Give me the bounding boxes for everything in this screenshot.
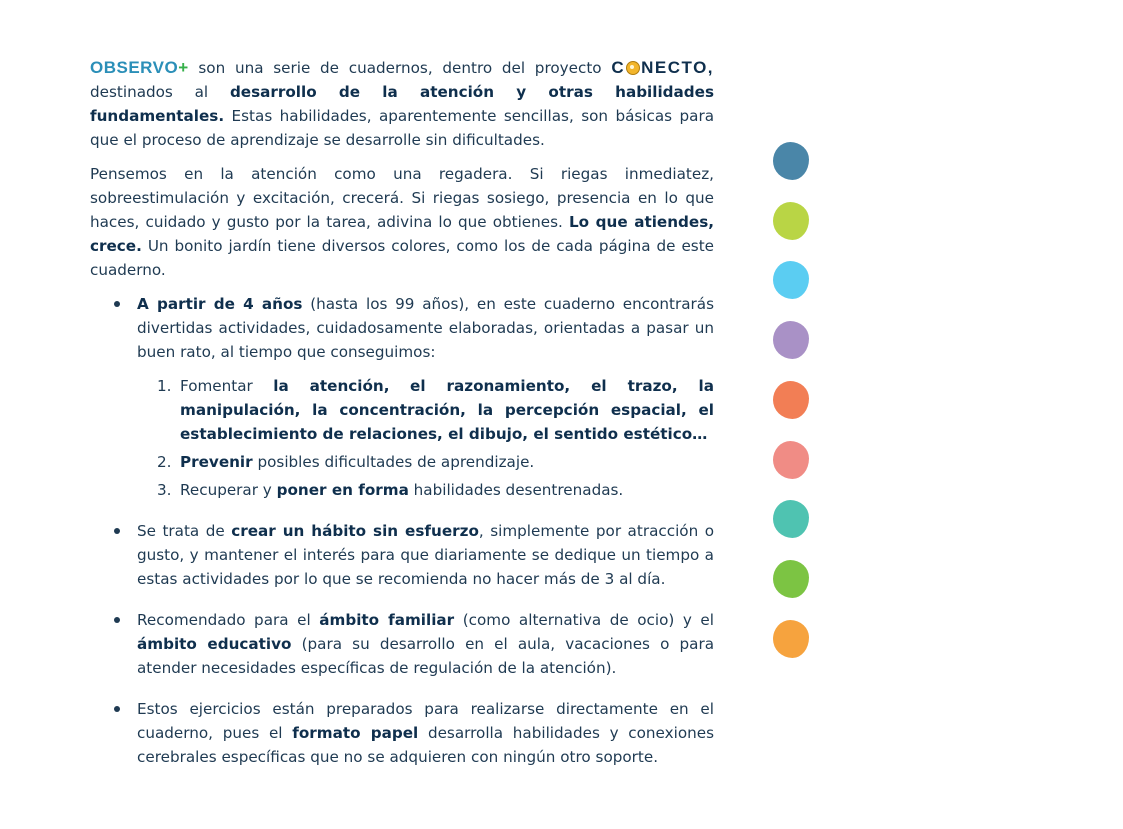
list-item: A partir de 4 años (hasta los 99 años), en este cuaderno encontrarás divertidas actividades, cuidadosamente elaboradas, orientadas a pasar un buen rato, al tiempo que conseguimos: 1. Fomentar la atención, el razonamiento, el trazo, la manipulación, la concentración, la percepción espacial, el establecimiento de relaciones, el dibujo, el sentido estético… 2. Prevenir posibles dificultades de aprendizaje. 3. Recuperar y poner en forma habilidades desentrenadas. xyxy=(90,292,714,502)
color-dot xyxy=(773,261,809,299)
goals-list xyxy=(137,374,714,502)
color-dot xyxy=(773,560,809,598)
body-text xyxy=(90,56,714,786)
color-dot xyxy=(773,321,809,359)
list-item: 1. Fomentar la atención, el razonamiento, el trazo, la manipulación, la concentración, la percepción espacial, el establecimiento de relaciones, el dibujo, el sentido estético… xyxy=(157,377,715,443)
color-dot xyxy=(773,142,809,180)
list-item: 2. Prevenir posibles dificultades de aprendizaje. xyxy=(157,453,535,471)
conecto-logo: C NECTO, xyxy=(611,58,715,77)
color-dot xyxy=(773,381,809,419)
color-dot xyxy=(773,441,809,479)
bullet-icon xyxy=(114,617,120,623)
bullet-icon xyxy=(114,301,120,307)
list-item: Estos ejercicios están preparados para realizarse directamente en el cuaderno, pues el formato papel desarrolla habilidades y conexiones cerebrales específicas que no se adquieren con ningún otro soporte. xyxy=(90,697,714,769)
observo-logo: OBSERVO+ xyxy=(90,58,189,77)
color-dot xyxy=(773,620,809,658)
list-item: 3. Recuperar y poner en forma habilidades desentrenadas. xyxy=(157,481,624,499)
color-dot xyxy=(773,500,809,538)
intro-paragraph: OBSERVO+ son una serie de cuadernos, dentro del proyecto C NECTO, destinados al desarrollo de la atención y otras habilidades fundamentales. Estas habilidades, aparentemente sencillas, son básicas para que el proceso de aprendizaje se desarrolle sin dificultades. xyxy=(90,58,715,149)
list-item: Recomendado para el ámbito familiar (como alternativa de ocio) y el ámbito educativo (para su desarrollo en el aula, vacaciones o para atender necesidades específicas de regulación de la atención). xyxy=(90,608,714,680)
color-dot xyxy=(773,202,809,240)
list-item: Se trata de crear un hábito sin esfuerzo, simplemente por atracción o gusto, y mantener el interés para que diariamente se dedique un tiempo a estas actividades por lo que se recomienda no hacer más de 3 al día. xyxy=(90,519,714,591)
feature-list xyxy=(90,292,714,769)
regadera-paragraph: Pensemos en la atención como una regadera. Si riegas inmediatez, sobreestimulación y excitación, crecerá. Si riegas sosiego, presencia en lo que haces, cuidado y gusto por la tarea, adivina lo que obtienes. Lo que atiendes, crece. Un bonito jardín tiene diversos colores, como los de cada página de este cuaderno. xyxy=(90,165,715,279)
bullet-icon xyxy=(114,706,120,712)
lightbulb-icon xyxy=(626,61,640,75)
bullet-icon xyxy=(114,528,120,534)
